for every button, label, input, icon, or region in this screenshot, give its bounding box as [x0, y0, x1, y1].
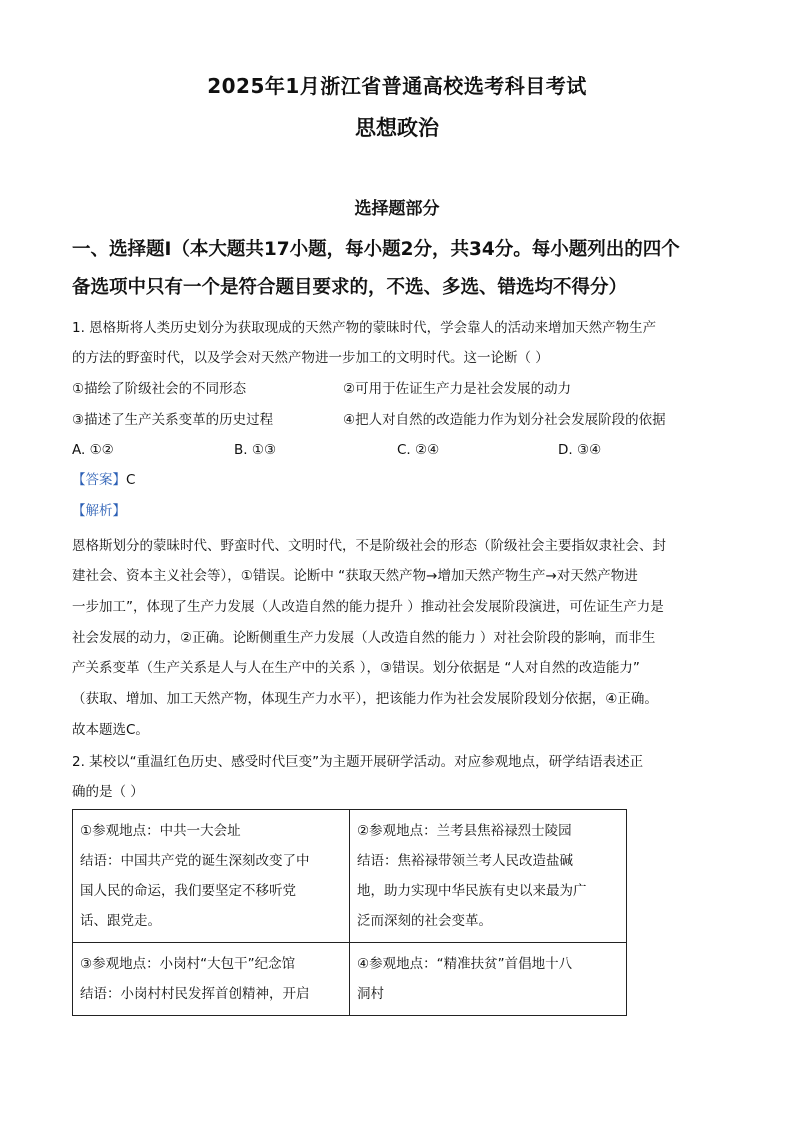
- table-row: [73, 943, 627, 1016]
- q2-cell-4: [350, 943, 627, 1016]
- q2-cell-2: [350, 810, 627, 943]
- exam-title: 2025年1月浙江省普通高校选考科目考试: [207, 74, 587, 98]
- analysis-tag: 【解析】: [72, 503, 126, 519]
- q2-cell-3: [73, 943, 350, 1016]
- table-row: [73, 810, 627, 943]
- cell-line: ③参观地点：小岗村“大包干”纪念馆: [80, 956, 296, 972]
- q1-option-a: A. ①②: [72, 442, 114, 458]
- q1-statement-4: ④把人对自然的改造能力作为划分社会发展阶段的依据: [343, 412, 666, 428]
- cell-line: 话、跟党走。: [80, 913, 161, 929]
- q1-option-d: D. ③④: [558, 442, 602, 458]
- analysis-line: 故本题选C。: [72, 722, 149, 738]
- q1-answer: [72, 470, 135, 490]
- cell-line: 结语：中国共产党的诞生深刻改变了中: [80, 853, 310, 869]
- answer-value: C: [126, 472, 136, 488]
- cell-line: ②参观地点：兰考县焦裕禄烈士陵园: [357, 823, 572, 839]
- cell-line: 地，助力实现中华民族有史以来最为广: [357, 883, 587, 899]
- q1-stem-line-1: 1. 恩格斯将人类历史划分为获取现成的天然产物的蒙昧时代，学会靠人的活动来增加天然产物生产: [72, 320, 657, 336]
- q1-statement-1: ①描绘了阶级社会的不同形态: [72, 381, 247, 397]
- q1-statement-3: ③描述了生产关系变革的历史过程: [72, 412, 274, 428]
- instructions-line-1: 一、选择题Ⅰ（本大题共17小题，每小题2分，共34分。每小题列出的四个: [72, 239, 680, 260]
- cell-line: 结语：小岗村村民发挥首创精神，开启: [80, 986, 310, 1002]
- cell-line: 泛而深刻的社会变革。: [357, 913, 492, 929]
- q1-statement-2: ②可用于佐证生产力是社会发展的动力: [343, 381, 572, 397]
- q2-stem-line-1: 2. 某校以“重温红色历史、感受时代巨变”为主题开展研学活动。对应参观地点，研学结语表述正: [72, 754, 644, 770]
- analysis-line: 社会发展的动力，②正确。论断侧重生产力发展（人改造自然的能力 ）对社会阶段的影响，而非生: [72, 630, 656, 646]
- analysis-line: 一步加工”，体现了生产力发展（人改造自然的能力提升 ）推动社会发展阶段演进，可佐证生产力是: [72, 599, 664, 615]
- answer-tag: 【答案】: [72, 472, 126, 488]
- q2-cell-1: [73, 810, 350, 943]
- cell-line: 结语：焦裕禄带领兰考人民改造盐碱: [357, 853, 573, 869]
- analysis-line: （获取、增加、加工天然产物，体现生产力水平），把该能力作为社会发展阶段划分依据，④正确。: [72, 691, 658, 707]
- cell-line: ④参观地点：“精准扶贫”首倡地十八: [357, 956, 573, 972]
- q1-option-c: C. ②④: [397, 442, 440, 458]
- cell-line: ①参观地点：中共一大会址: [80, 823, 241, 839]
- subject-title: 思想政治: [355, 116, 439, 140]
- cell-line: 国人民的命运，我们要坚定不移听党: [80, 883, 296, 899]
- q1-stem-line-2: 的方法的野蛮时代，以及学会对天然产物进一步加工的文明时代。这一论断（ ）: [72, 350, 549, 366]
- q2-stem-line-2: 确的是（ ）: [72, 784, 144, 800]
- analysis-line: 产关系变革（生产关系是人与人在生产中的关系 ），③错误。划分依据是 “人对自然的改造能力”: [72, 660, 640, 676]
- section-title: 选择题部分: [354, 199, 440, 219]
- q2-options-table: [72, 809, 627, 1016]
- instructions-line-2: 备选项中只有一个是符合题目要求的，不选、多选、错选均不得分）: [72, 277, 628, 298]
- q1-option-b: B. ①③: [234, 442, 277, 458]
- analysis-line: 恩格斯划分的蒙昧时代、野蛮时代、文明时代，不是阶级社会的形态（阶级社会主要指奴隶社会、封: [72, 538, 666, 554]
- analysis-line: 建社会、资本主义社会等），①错误。论断中 “获取天然产物→增加天然产物生产→对天然产物进: [72, 568, 638, 584]
- cell-line: 洞村: [357, 986, 384, 1002]
